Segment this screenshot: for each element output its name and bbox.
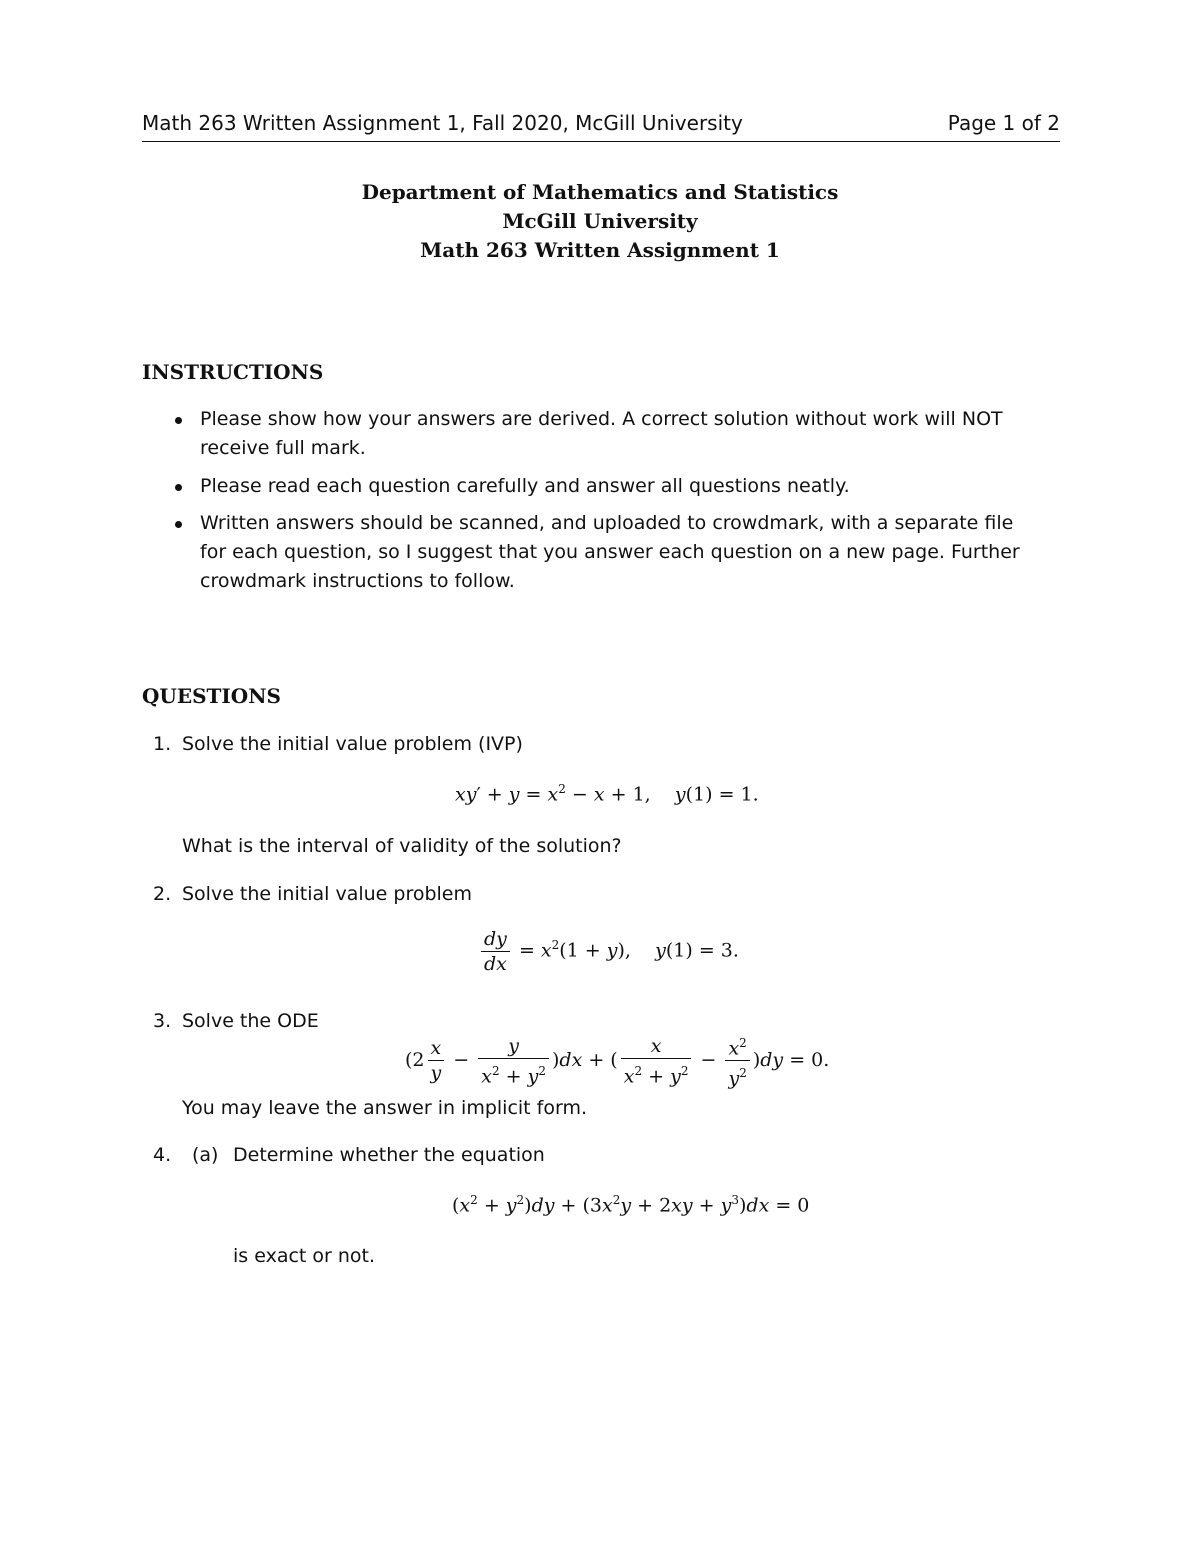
question-1-followup: What is the interval of validity of the solution? <box>182 835 622 857</box>
header-page-number: Page 1 of 2 <box>947 111 1060 135</box>
question-2-equation: $\frac{dy}{dx}$ = $x^2(1 + y)$, y(1) = 3. <box>478 928 739 975</box>
question-1-equation: $xy' + y = x^2 - x + 1$, y(1) = 1. <box>455 782 759 806</box>
title-university: McGill University <box>502 209 698 233</box>
instruction-item-2 <box>200 472 1060 501</box>
title-block <box>0 178 1200 265</box>
question-3-equation: (2 $\frac{x}{y}$ − $\frac{y}{x^2 + y^2}$ )dx + ( $\frac{x}{x^2 + y^2}$ − $\frac{x^2}{y^2}$ )dy = 0. <box>405 1032 829 1090</box>
title-department: Department of Mathematics and Statistics <box>361 180 839 204</box>
instruction-line: Written answers should be scanned, and uploaded to crowdmark, with a separate file <box>200 512 1014 534</box>
question-number: 4. <box>153 1144 172 1166</box>
instruction-line: for each question, so I suggest that you answer each question on a new page. Further <box>200 541 1020 563</box>
questions-heading: QUESTIONS <box>142 684 281 708</box>
question-number: 3. <box>153 1010 172 1032</box>
instruction-item-3 <box>200 509 1060 596</box>
question-4a-followup: is exact or not. <box>233 1245 376 1267</box>
question-number: 1. <box>153 733 172 755</box>
question-1-text: Solve the initial value problem (IVP) <box>182 733 523 755</box>
instructions-heading: INSTRUCTIONS <box>142 360 324 384</box>
question-4a-text: Determine whether the equation <box>233 1144 545 1166</box>
question-4-part-label: (a) <box>192 1144 219 1166</box>
instruction-line: Please show how your answers are derived. A correct solution without work will NOT <box>200 408 1003 430</box>
question-number: 2. <box>153 883 172 905</box>
instruction-line: Please read each question carefully and answer all questions neatly. <box>200 475 850 497</box>
bullet-icon <box>175 417 182 424</box>
header-course-title: Math 263 Written Assignment 1, Fall 2020, McGill University <box>142 111 743 135</box>
instruction-item-1 <box>200 405 1060 463</box>
bullet-icon <box>175 484 182 491</box>
instruction-line: receive full mark. <box>200 437 366 459</box>
title-assignment: Math 263 Written Assignment 1 <box>420 238 780 262</box>
question-3-followup: You may leave the answer in implicit form. <box>182 1097 588 1119</box>
instruction-line: crowdmark instructions to follow. <box>200 570 515 592</box>
bullet-icon <box>175 521 182 528</box>
question-2-text: Solve the initial value problem <box>182 883 473 905</box>
question-4-equation: $(x^2 + y^2)dy + (3x^2y + 2xy + y^3)dx = 0$ <box>452 1193 810 1217</box>
running-header <box>142 111 1060 142</box>
question-3-text: Solve the ODE <box>182 1010 319 1032</box>
